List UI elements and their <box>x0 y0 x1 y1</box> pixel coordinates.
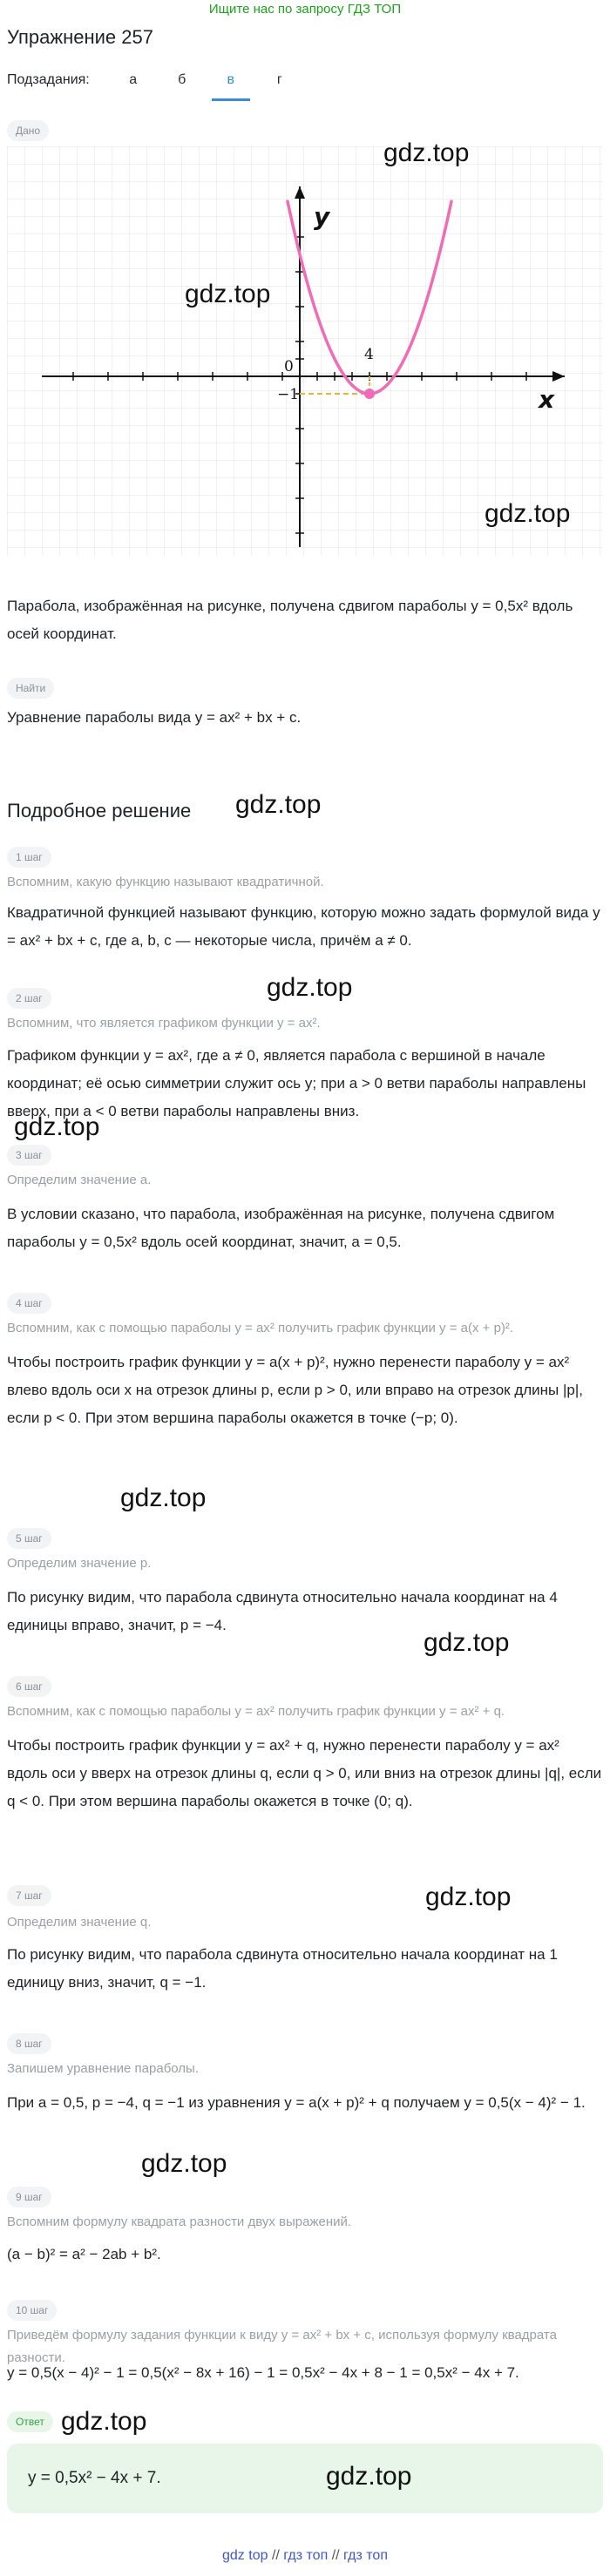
step-10-text: y = 0,5(x − 4)² − 1 = 0,5(x² − 8x + 16) − 1 = 0,5x² − 4x + 8 − 1 = 0,5x² − 4x + 7. <box>7 2364 519 2381</box>
footer-link-gdz-top[interactable]: gdz top <box>222 2548 268 2563</box>
step-3-tag: 3 шаг <box>7 1145 51 1166</box>
step-2-text: Графиком функции y = ax², где a ≠ 0, является парабола с вершиной в начале координат; её осью симметрии служит ось y; при a > 0 ветви параболы направлены вверх, при a < 0 ветви параболы направлены вниз. <box>7 1047 586 1119</box>
subtask-tab-a[interactable]: а <box>129 72 138 87</box>
step-5-hint: Определим значение p. <box>7 1556 152 1571</box>
watermark: gdz.top <box>141 2149 227 2178</box>
watermark: gdz.top <box>120 1484 207 1512</box>
step-4-tag: 4 шаг <box>7 1293 51 1314</box>
x-axis-label: x <box>539 385 555 414</box>
solution-title: Подробное решение <box>7 800 192 821</box>
watermark: gdz.top <box>326 2462 412 2491</box>
watermark: gdz.top <box>425 1883 512 1911</box>
watermark: gdz.top <box>424 1628 510 1657</box>
watermark: gdz.top <box>485 499 571 528</box>
step-1-text: Квадратичной функцией называют функцию, которую можно задать формулой вида y = ax² + bx + c, где a, b, c — некоторые числа, причём a ≠ 0. <box>7 904 600 949</box>
subtasks-nav <box>7 70 309 101</box>
footer-links <box>0 2546 610 2566</box>
watermark: gdz.top <box>383 139 470 167</box>
watermark: gdz.top <box>61 2407 147 2436</box>
subtask-tab-v[interactable]: в <box>212 70 250 101</box>
footer-link-gdz-top-ru[interactable]: гдз топ <box>283 2548 329 2563</box>
answer-text: y = 0,5x² − 4x + 7. <box>28 2469 161 2487</box>
parabola-vertex <box>364 389 375 399</box>
step-3-text: В условии сказано, что парабола, изображённая на рисунке, получена сдвигом параболы y = 0,5x² вдоль осей координат, значит, a = 0,5. <box>7 1206 555 1250</box>
step-8-text: При a = 0,5, p = −4, q = −1 из уравнения y = a(x + p)² + q получаем y = 0,5(x − 4)² − 1. <box>7 2094 586 2111</box>
graph-svg <box>7 146 603 556</box>
subtask-tab-b[interactable]: б <box>178 72 186 87</box>
step-10-tag: 10 шаг <box>7 2300 57 2321</box>
step-7-text: По рисунку видим, что парабола сдвинута относительно начала координат на 1 единицу вниз, значит, q = −1. <box>7 1946 558 1991</box>
find-tag: Найти <box>7 678 54 699</box>
answer-tag: Ответ <box>7 2411 53 2432</box>
footer-separator: // <box>271 2548 280 2563</box>
step-5-text: По рисунку видим, что парабола сдвинута относительно начала координат на 4 единицы вправо, значит, p = −4. <box>7 1589 558 1633</box>
step-4-text: Чтобы построить график функции y = a(x + p)², нужно перенести параболу y = ax² влево вдоль оси x на отрезок длины p, если p > 0, или вправо на отрезок длины |p|, если p < 0. При этом вершина параболы окажется в точке (−p; 0). <box>7 1354 584 1426</box>
step-3-hint: Определим значение a. <box>7 1173 152 1187</box>
step-6-hint: Вспомним, как с помощью параболы y = ax² получить график функции y = ax² + q. <box>7 1704 505 1719</box>
y-tick-minus1-label: −1 <box>277 386 300 403</box>
page-title: Упражнение 257 <box>7 26 153 48</box>
step-2-hint: Вспомним, что является графиком функции y = ax². <box>7 1016 321 1031</box>
watermark: gdz.top <box>267 973 353 1002</box>
footer-link-gdz-top-ru-2[interactable]: гдз топ <box>343 2548 388 2563</box>
step-4-hint: Вспомним, как с помощью параболы y = ax² получить график функции y = a(x + p)². <box>7 1321 514 1335</box>
graph-grid <box>7 146 603 556</box>
step-8-hint: Запишем уравнение параболы. <box>7 2061 199 2076</box>
x-tick-4-label: 4 <box>364 346 374 363</box>
step-9-text: (a − b)² = a² − 2ab + b². <box>7 2246 161 2262</box>
step-7-hint: Определим значение q. <box>7 1915 152 1930</box>
watermark: gdz.top <box>235 790 322 819</box>
given-tag: Дано <box>7 120 49 141</box>
step-9-tag: 9 шаг <box>7 2187 51 2208</box>
watermark: gdz.top <box>14 1112 100 1141</box>
step-10-hint: Приведём формулу задания функции к виду y = ax² + bx + c, используя формулу квадрата разности. <box>7 2328 557 2365</box>
step-8-tag: 8 шаг <box>7 2033 51 2054</box>
step-7-tag: 7 шаг <box>7 1885 51 1906</box>
step-9-hint: Вспомним формулу квадрата разности двух выражений. <box>7 2214 352 2229</box>
step-6-text: Чтобы построить график функции y = ax² + q, нужно перенести параболу y = ax² вдоль оси y вверх на отрезок длины q, если q > 0, или вниз на отрезок длины |q|, если q < 0. При этом вершина параболы окажется в точке (0; q). <box>7 1737 602 1809</box>
y-axis-label: y <box>314 202 330 231</box>
step-6-tag: 6 шаг <box>7 1676 51 1697</box>
search-banner: Ищите нас по запросу ГДЗ ТОП <box>208 2 402 17</box>
find-text: Уравнение параболы вида y = ax² + bx + c. <box>7 709 302 726</box>
footer-separator: // <box>331 2548 340 2563</box>
step-1-tag: 1 шаг <box>7 847 51 868</box>
origin-label: 0 <box>284 358 294 375</box>
step-2-tag: 2 шаг <box>7 988 51 1009</box>
answer-box <box>7 2444 603 2513</box>
parabola-graph <box>7 146 603 556</box>
given-text: Парабола, изображённая на рисунке, получена сдвигом параболы y = 0,5x² вдоль осей координат. <box>7 598 573 642</box>
step-1-hint: Вспомним, какую функцию называют квадратичной. <box>7 875 324 889</box>
watermark: gdz.top <box>185 280 271 308</box>
step-5-tag: 5 шаг <box>7 1528 51 1549</box>
subtask-tab-g[interactable]: г <box>276 72 282 87</box>
subtasks-label: Подзадания: <box>7 72 90 87</box>
